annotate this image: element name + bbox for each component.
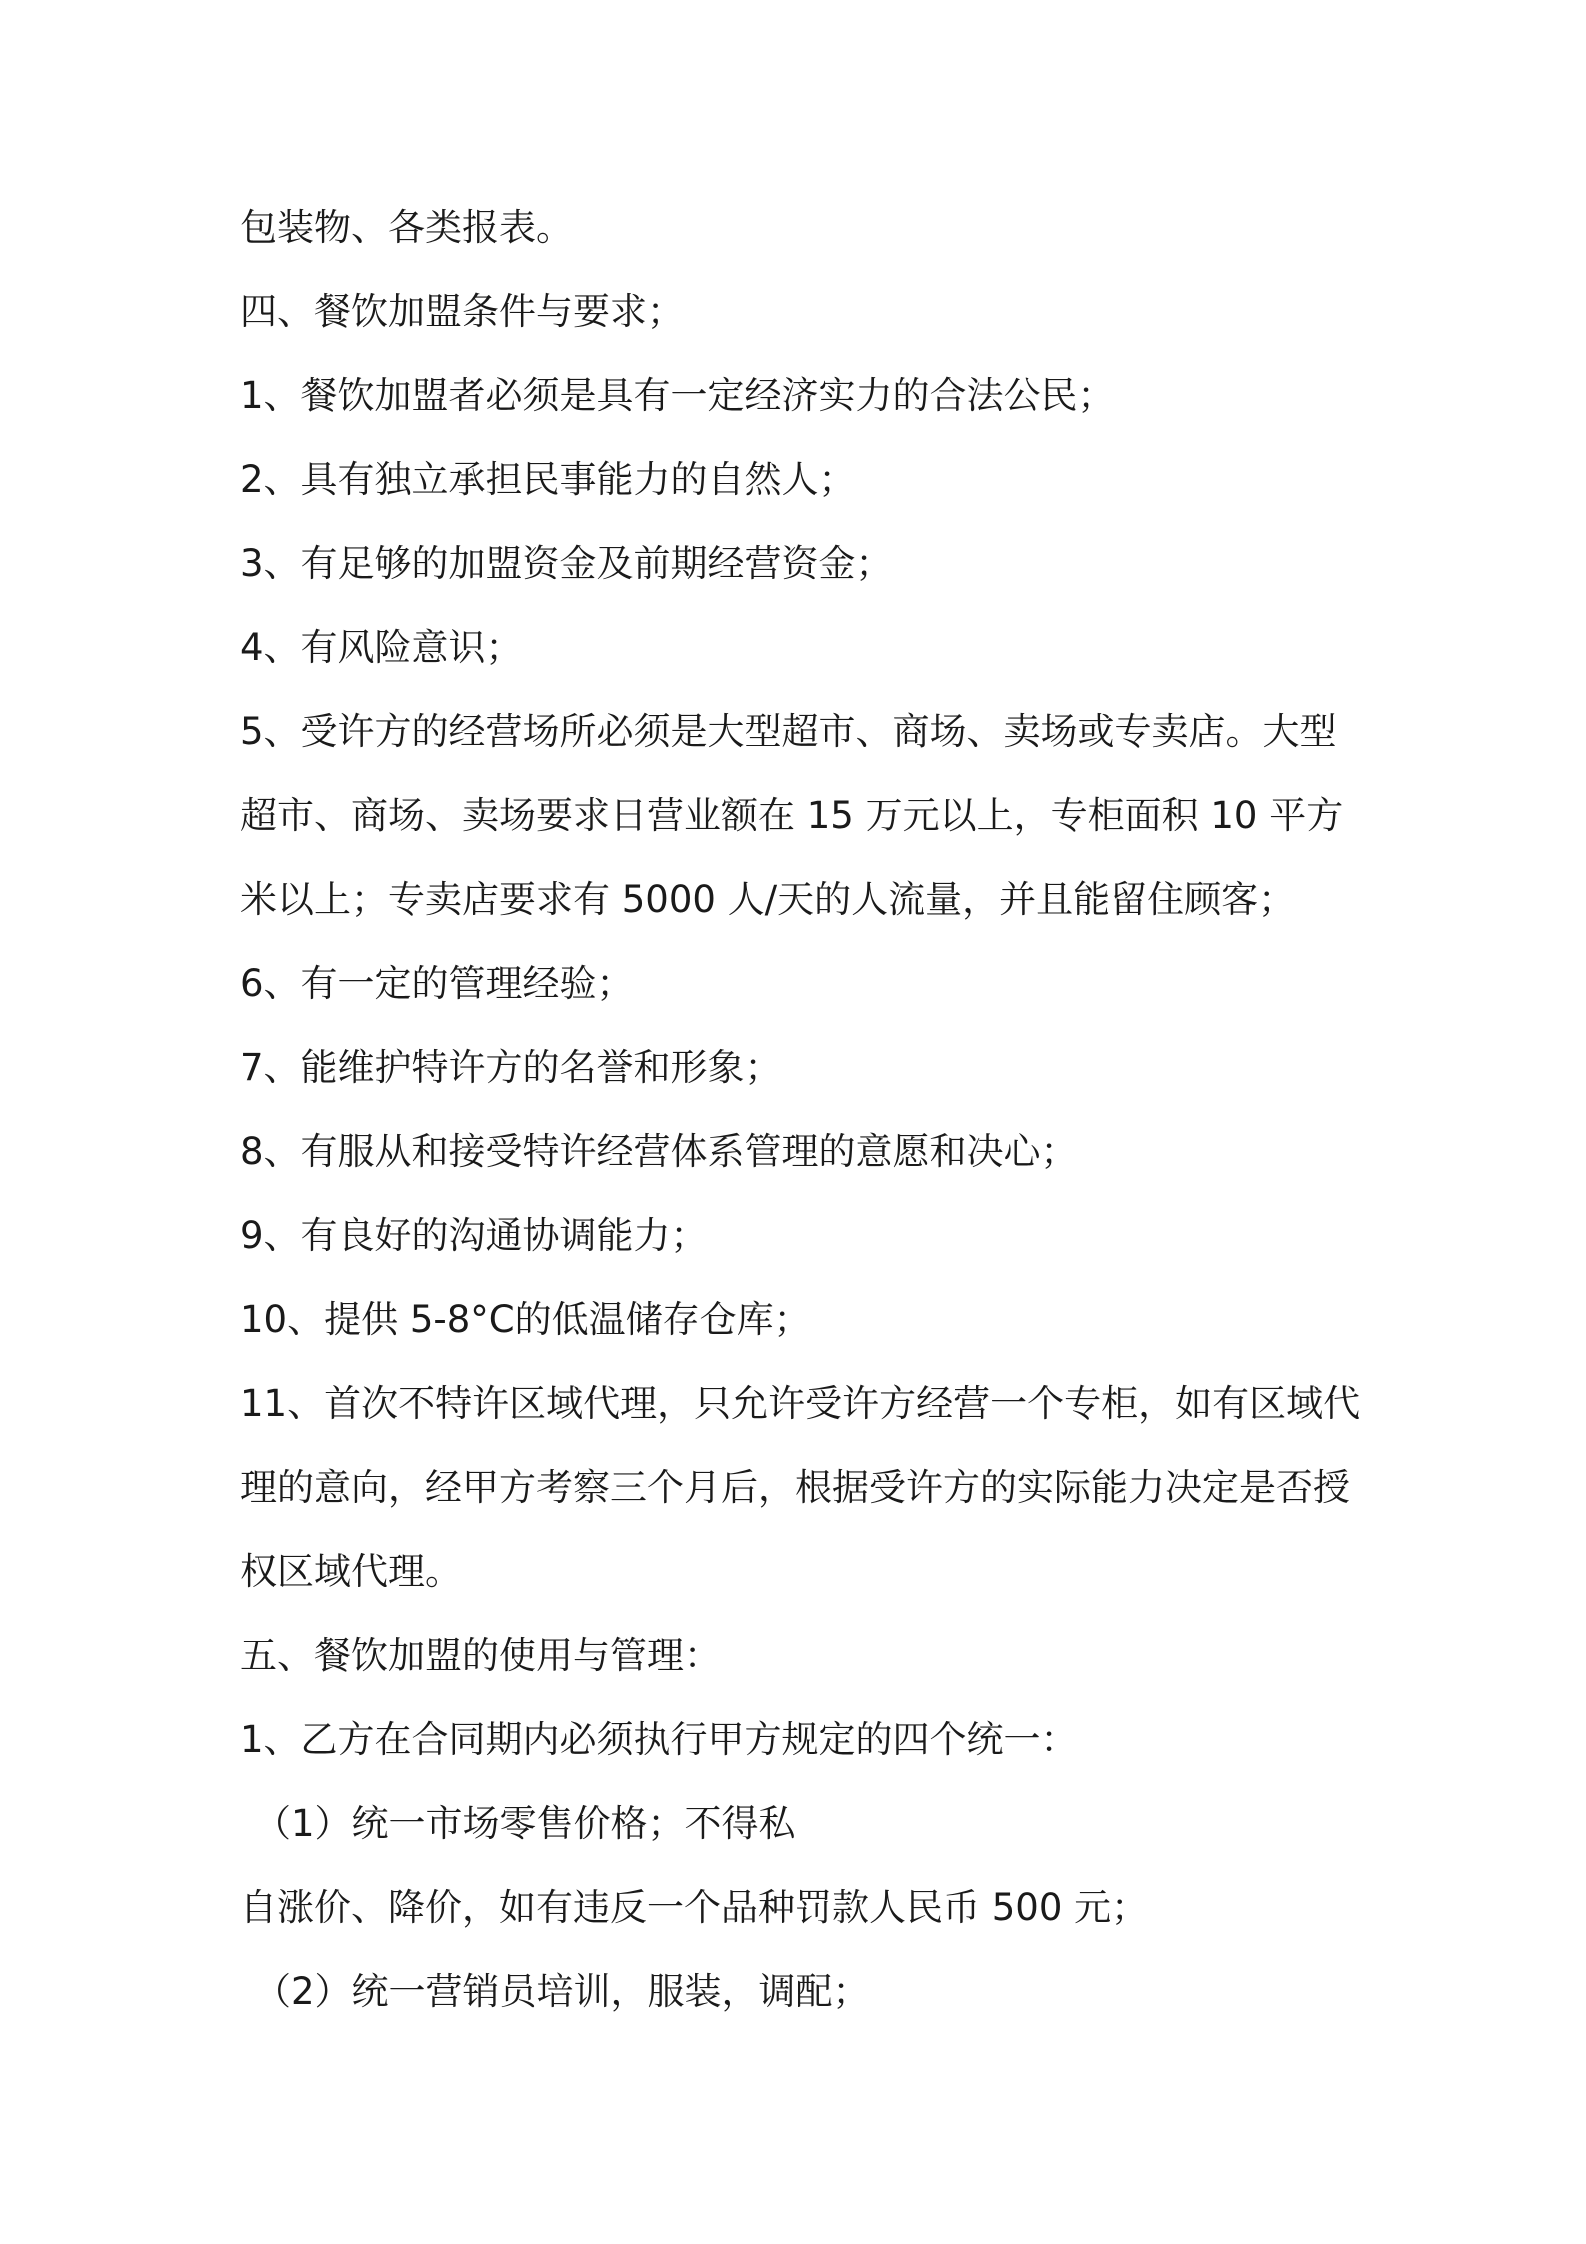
text-line: 自涨价、降价，如有违反一个品种罚款人民币 500 元； — [240, 1886, 1149, 1929]
section-heading: 五、餐饮加盟的使用与管理： — [240, 1634, 721, 1677]
sub-list-item: （2）统一营销员培训，服装，调配； — [254, 1970, 870, 2013]
list-item: 4、有风险意识； — [240, 626, 523, 669]
section-heading: 四、餐饮加盟条件与要求； — [240, 290, 684, 333]
text-line: 权区域代理。 — [240, 1550, 462, 1593]
list-item: 5、受许方的经营场所必须是大型超市、商场、卖场或专卖店。大型 — [240, 710, 1337, 753]
list-item: 11、首次不特许区域代理，只允许受许方经营一个专柜，如有区域代 — [240, 1382, 1361, 1425]
list-item: 8、有服从和接受特许经营体系管理的意愿和决心； — [240, 1130, 1078, 1173]
text-line: 米以上；专卖店要求有 5000 人/天的人流量，并且能留住顾客； — [240, 878, 1296, 921]
document-body — [240, 186, 1360, 2034]
list-item: 3、有足够的加盟资金及前期经营资金； — [240, 542, 893, 585]
text-line: 理的意向，经甲方考察三个月后，根据受许方的实际能力决定是否授 — [240, 1466, 1350, 1509]
text-line: 包装物、各类报表。 — [240, 206, 573, 249]
text-line: 超市、商场、卖场要求日营业额在 15 万元以上，专柜面积 10 平方 — [240, 794, 1344, 837]
list-item: 9、有良好的沟通协调能力； — [240, 1214, 708, 1257]
list-item: 2、具有独立承担民事能力的自然人； — [240, 458, 856, 501]
list-item: 6、有一定的管理经验； — [240, 962, 634, 1005]
sub-list-item: （1）统一市场零售价格；不得私 — [254, 1802, 796, 1845]
list-item: 7、能维护特许方的名誉和形象； — [240, 1046, 782, 1089]
list-item: 1、乙方在合同期内必须执行甲方规定的四个统一： — [240, 1718, 1078, 1761]
list-item: 10、提供 5-8°C的低温储存仓库； — [240, 1298, 811, 1341]
list-item: 1、餐饮加盟者必须是具有一定经济实力的合法公民； — [240, 374, 1115, 417]
